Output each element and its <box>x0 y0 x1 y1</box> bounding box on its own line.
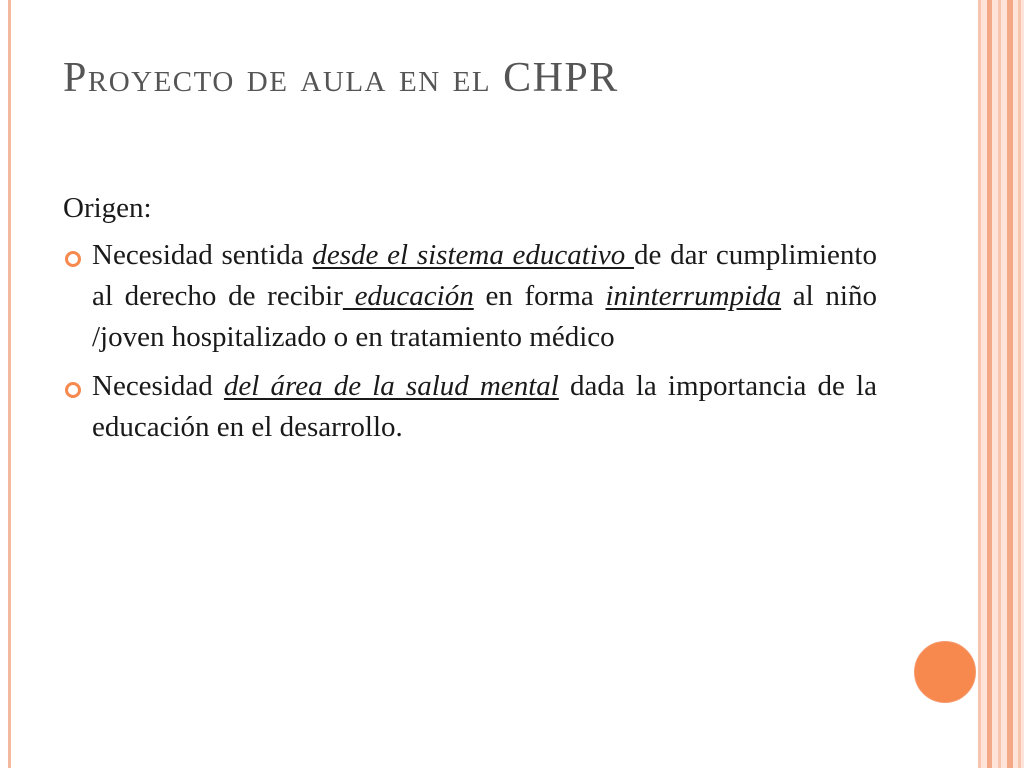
orange-circle-decoration <box>914 641 976 703</box>
right-stripe <box>987 0 992 768</box>
ring-bullet-icon <box>65 251 81 267</box>
bullet-text <box>92 370 877 443</box>
emphasized-text: educación <box>342 280 474 312</box>
emphasized-text: ininterrumpida <box>605 280 782 312</box>
ring-bullet-icon <box>65 382 81 398</box>
right-stripe <box>1007 0 1013 768</box>
right-decorative-panel <box>978 0 1024 768</box>
bullet-item <box>63 235 877 358</box>
right-stripe <box>998 0 1001 768</box>
emphasized-text: del área de la salud mental <box>223 370 559 402</box>
bullet-item <box>63 366 877 448</box>
bullet-text <box>92 239 877 353</box>
text-run: Necesidad sentida <box>92 239 313 271</box>
right-stripe <box>978 0 981 768</box>
slide-title: Proyecto de aula en el CHPR <box>63 55 619 101</box>
text-run: de dar cumplimiento al derecho de recibir <box>92 239 877 312</box>
emphasized-text: desde el sistema educativo <box>312 239 635 271</box>
slide-content <box>63 188 877 456</box>
bullet-list <box>63 235 877 448</box>
origin-label: Origen: <box>63 192 152 224</box>
right-stripe <box>1018 0 1021 768</box>
text-run: Necesidad <box>92 370 224 402</box>
text-run: dada la importancia de la educación en el desarrollo. <box>92 370 877 443</box>
text-run: en forma <box>473 280 606 312</box>
left-decorative-stripe <box>8 0 11 768</box>
text-run: al niño /joven hospitalizado o en tratamiento médico <box>92 280 877 353</box>
